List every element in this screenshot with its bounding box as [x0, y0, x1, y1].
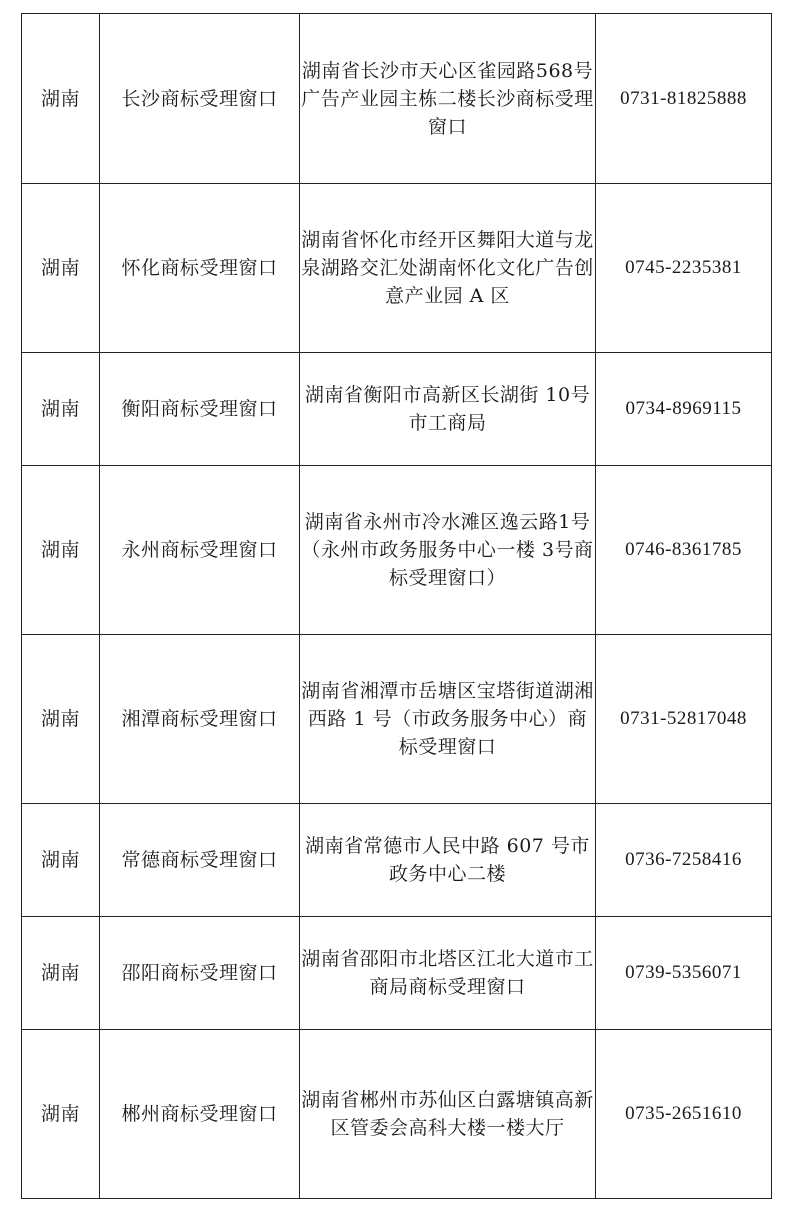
phone-cell: 0731-52817048 [596, 635, 772, 804]
table-row [22, 184, 772, 353]
window-name-cell: 长沙商标受理窗口 [100, 14, 300, 184]
table-row [22, 804, 772, 917]
window-name-cell: 衡阳商标受理窗口 [100, 353, 300, 466]
table-row [22, 466, 772, 635]
table-row [22, 1030, 772, 1199]
phone-cell: 0745-2235381 [596, 184, 772, 353]
province-cell: 湖南 [22, 635, 100, 804]
window-name-cell: 永州商标受理窗口 [100, 466, 300, 635]
phone-cell: 0731-81825888 [596, 14, 772, 184]
trademark-office-table [21, 13, 772, 1199]
phone-cell: 0746-8361785 [596, 466, 772, 635]
province-cell: 湖南 [22, 804, 100, 917]
province-cell: 湖南 [22, 184, 100, 353]
phone-cell: 0735-2651610 [596, 1030, 772, 1199]
address-cell: 湖南省郴州市苏仙区白露塘镇高新区管委会高科大楼一楼大厅 [300, 1030, 596, 1199]
phone-cell: 0736-7258416 [596, 804, 772, 917]
phone-cell: 0739-5356071 [596, 917, 772, 1030]
table-row [22, 917, 772, 1030]
province-cell: 湖南 [22, 353, 100, 466]
address-cell: 湖南省怀化市经开区舞阳大道与龙泉湖路交汇处湖南怀化文化广告创意产业园 A 区 [300, 184, 596, 353]
address-cell: 湖南省长沙市天心区雀园路568号广告产业园主栋二楼长沙商标受理窗口 [300, 14, 596, 184]
table-row [22, 635, 772, 804]
window-name-cell: 怀化商标受理窗口 [100, 184, 300, 353]
window-name-cell: 湘潭商标受理窗口 [100, 635, 300, 804]
window-name-cell: 邵阳商标受理窗口 [100, 917, 300, 1030]
province-cell: 湖南 [22, 466, 100, 635]
table-row [22, 14, 772, 184]
window-name-cell: 郴州商标受理窗口 [100, 1030, 300, 1199]
address-cell: 湖南省湘潭市岳塘区宝塔街道湖湘西路 1 号（市政务服务中心）商标受理窗口 [300, 635, 596, 804]
address-cell: 湖南省常德市人民中路 607 号市政务中心二楼 [300, 804, 596, 917]
table-row [22, 353, 772, 466]
window-name-cell: 常德商标受理窗口 [100, 804, 300, 917]
province-cell: 湖南 [22, 917, 100, 1030]
address-cell: 湖南省衡阳市高新区长湖街 10号市工商局 [300, 353, 596, 466]
province-cell: 湖南 [22, 1030, 100, 1199]
phone-cell: 0734-8969115 [596, 353, 772, 466]
province-cell: 湖南 [22, 14, 100, 184]
address-cell: 湖南省邵阳市北塔区江北大道市工商局商标受理窗口 [300, 917, 596, 1030]
address-cell: 湖南省永州市冷水滩区逸云路1号（永州市政务服务中心一楼 3号商标受理窗口） [300, 466, 596, 635]
